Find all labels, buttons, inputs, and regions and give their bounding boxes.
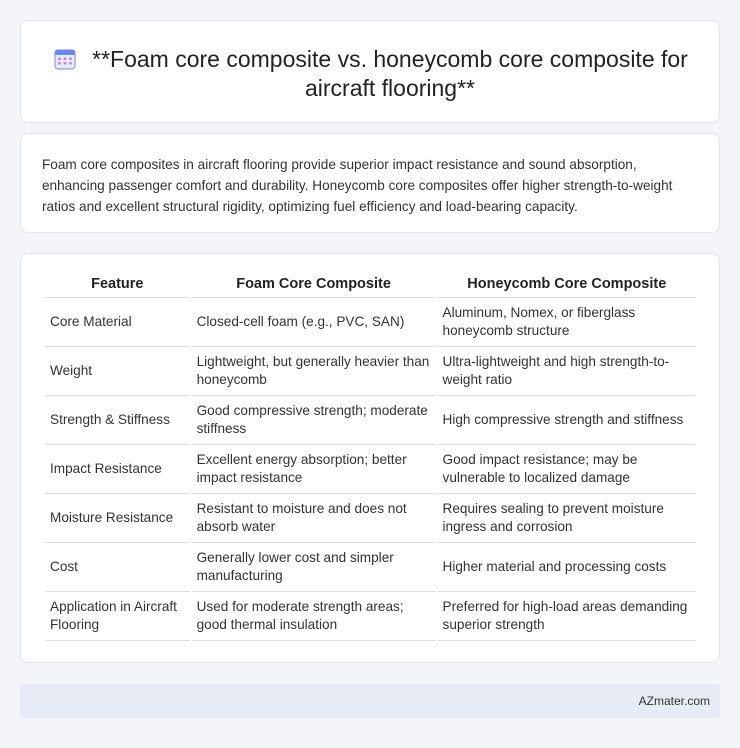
- table-row: [45, 592, 696, 641]
- intro-paragraph: Foam core composites in aircraft flooring provide superior impact resistance and sound absorption, enhancing passenger comfort and durability. Honeycomb core composites offer higher strength-to-weight ratios and excellent structural rigidity, optimizing fuel efficiency and load-bearing capacity.: [42, 157, 673, 214]
- table-row: [45, 298, 696, 347]
- foam-cell: Lightweight, but generally heavier than honeycomb: [192, 347, 436, 396]
- foam-cell: Excellent energy absorption; better impact resistance: [192, 445, 436, 494]
- footer-site-link[interactable]: AZmater.com: [638, 694, 710, 708]
- comparison-table: [43, 276, 698, 641]
- foam-cell: Good compressive strength; moderate stiffness: [192, 396, 436, 445]
- header-foam-core: Foam Core Composite: [192, 276, 436, 298]
- feature-cell: Strength & Stiffness: [45, 396, 190, 445]
- table-row: [45, 543, 696, 592]
- honeycomb-cell: Higher material and processing costs: [438, 543, 696, 592]
- foam-cell: Closed-cell foam (e.g., PVC, SAN): [192, 298, 436, 347]
- table-row: [45, 347, 696, 396]
- comparison-card: [20, 253, 720, 663]
- table-row: [45, 494, 696, 543]
- foam-cell: Generally lower cost and simpler manufacturing: [192, 543, 436, 592]
- title-card: [20, 20, 720, 123]
- table-row: [45, 445, 696, 494]
- honeycomb-cell: Ultra-lightweight and high strength-to-weight ratio: [438, 347, 696, 396]
- feature-cell: Application in Aircraft Flooring: [45, 592, 190, 641]
- foam-cell: Resistant to moisture and does not absorb water: [192, 494, 436, 543]
- page-title: **Foam core composite vs. honeycomb core composite for aircraft flooring**: [92, 46, 688, 101]
- honeycomb-cell: High compressive strength and stiffness: [438, 396, 696, 445]
- feature-cell: Core Material: [45, 298, 190, 347]
- honeycomb-cell: Aluminum, Nomex, or fiberglass honeycomb structure: [438, 298, 696, 347]
- header-feature: Feature: [45, 276, 190, 298]
- table-row: [45, 396, 696, 445]
- feature-cell: Weight: [45, 347, 190, 396]
- honeycomb-cell: Requires sealing to prevent moisture ingress and corrosion: [438, 494, 696, 543]
- honeycomb-cell: Preferred for high-load areas demanding superior strength: [438, 592, 696, 641]
- honeycomb-cell: Good impact resistance; may be vulnerable to localized damage: [438, 445, 696, 494]
- intro-card: [20, 133, 720, 233]
- header-honeycomb-core: Honeycomb Core Composite: [438, 276, 696, 298]
- foam-cell: Used for moderate strength areas; good thermal insulation: [192, 592, 436, 641]
- table-header-row: [45, 276, 696, 298]
- feature-cell: Impact Resistance: [45, 445, 190, 494]
- footer-bar: [20, 684, 720, 718]
- feature-cell: Cost: [45, 543, 190, 592]
- feature-cell: Moisture Resistance: [45, 494, 190, 543]
